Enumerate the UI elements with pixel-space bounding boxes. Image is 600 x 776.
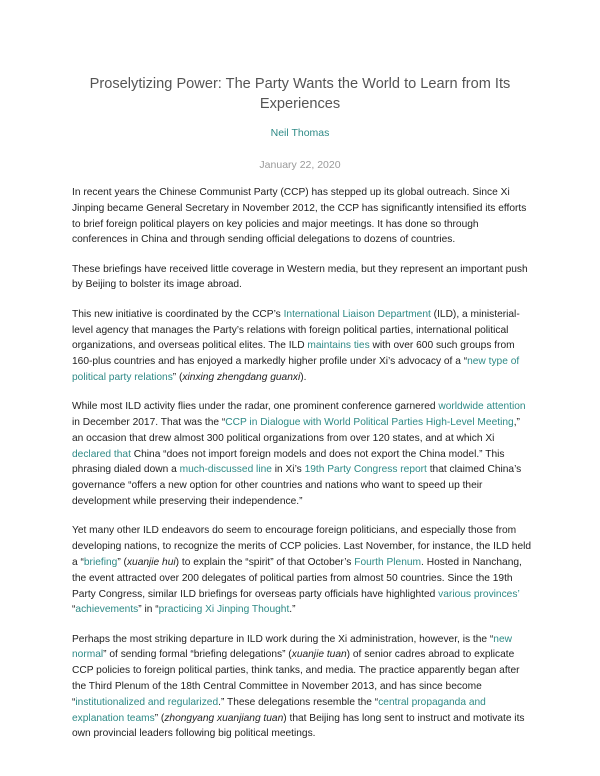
text: ” (: [154, 712, 165, 724]
text: ” of sending formal “briefing delegations” (: [103, 649, 292, 661]
link-ccp-dialogue-meeting[interactable]: CCP in Dialogue with World Political Parties High-Level Meeting: [225, 417, 514, 429]
publication-date: January 22, 2020: [259, 159, 341, 171]
pinyin-term: zhongyang xuanjiang tuan: [164, 712, 284, 724]
paragraph-4: [72, 399, 534, 510]
link-various-provinces[interactable]: various provinces’: [438, 588, 520, 600]
text: ) that Beijing has long sent to instruct and motivate its own provincial leaders following big political meetings.: [72, 712, 525, 740]
paragraph-5: [72, 523, 534, 618]
article-title: Proselytizing Power: The Party Wants the World to Learn from Its Experiences: [89, 76, 511, 112]
link-institutionalized-and-regularized[interactable]: institutionalized and regularized: [75, 696, 219, 708]
link-fourth-plenum[interactable]: Fourth Plenum: [354, 556, 422, 568]
link-practicing-xi-jinping-thought[interactable]: practicing Xi Jinping Thought: [158, 604, 290, 616]
text: ” in “: [138, 604, 159, 616]
pinyin-term: xuanjie hui: [126, 556, 176, 568]
link-central-propaganda-teams[interactable]: central propaganda and explanation teams: [72, 696, 486, 724]
text: Yet many other ILD endeavors do seem to encourage foreign politicians, and especially those from developing nations, to recognize the merits of CCP policies. Last November, for instance, the ILD held a “: [72, 525, 532, 568]
text: ).: [300, 371, 307, 383]
text: in Xi’s: [271, 464, 305, 476]
paragraph-3: [72, 307, 534, 386]
text: ” (: [117, 556, 127, 568]
text: ,” an occasion that drew almost 300 political organizations from over 120 states, and at which Xi: [72, 417, 520, 444]
paragraph-1: In recent years the Chinese Communist Party (CCP) has stepped up its global outreach. Since Xi Jinping became General Secretary in November 2012, the CCP has significantly intensified its efforts to brief foreign political players on key policies and major meetings. It has done so through conferences in China and through sending official delegations to dozens of countries.: [72, 187, 527, 246]
text: ” (: [172, 371, 183, 383]
pinyin-term: xuanjie tuan: [291, 649, 347, 661]
text: Perhaps the most striking departure in ILD work during the Xi administration, however, is the “: [72, 633, 494, 645]
link-new-normal[interactable]: new normal: [72, 633, 512, 661]
link-worldwide-attention[interactable]: worldwide attention: [438, 401, 526, 413]
link-briefing[interactable]: briefing: [83, 556, 118, 568]
text: ) of senior cadres abroad to explicate CCP policies to foreign political parties, think tanks, and media. The practice apparently began after the Third Plenum of the 18th Central Committee in November 2013, and has since become “: [72, 649, 520, 708]
text: This new initiative is coordinated by the CCP’s: [72, 308, 284, 320]
text: ) to explain the “spirit” of that October’s: [175, 556, 355, 568]
article-body: [72, 185, 534, 756]
link-achievements[interactable]: achievements: [75, 604, 139, 616]
text: with over 600 such groups from 160-plus countries and has enjoyed a markedly higher profile under Xi’s advocacy of a “: [72, 340, 515, 368]
link-international-liaison-department[interactable]: International Liaison Department: [283, 308, 431, 320]
pinyin-term: xinxing zhengdang guanxi: [182, 371, 301, 383]
text: “: [72, 604, 76, 616]
link-new-type-party-relations[interactable]: new type of political party relations: [72, 356, 520, 383]
paragraph-2: These briefings have received little coverage in Western media, but they represent an important push by Beijing to bolster its image abroad.: [72, 263, 528, 291]
link-much-discussed-line[interactable]: much-discussed line: [179, 464, 272, 476]
link-maintains-ties[interactable]: maintains ties: [307, 340, 370, 352]
text: in December 2017. That was the “: [72, 417, 226, 429]
text: . Hosted in Nanchang, the event attracted over 200 delegates of political parties from almost 50 countries. Since the 19th Party Congress, similar ILD briefings for overseas party officials have highlighted: [72, 556, 522, 600]
author-name: Neil Thomas: [270, 127, 330, 139]
text: While most ILD activity flies under the radar, one prominent conference garnered: [72, 401, 439, 413]
link-19th-party-congress-report[interactable]: 19th Party Congress report: [304, 464, 427, 476]
text: (ILD), a ministerial-level agency that manages the Party’s relations with foreign political parties, international political organizations, and overseas political elites. The ILD: [72, 308, 520, 352]
text: that claimed China’s governance “offers a new option for other countries and nations who want to speed up their development while preserving their independence.”: [72, 464, 522, 508]
paragraph-6: [72, 632, 534, 743]
link-declared-that[interactable]: declared that: [72, 448, 131, 460]
text: .”: [289, 604, 296, 616]
text: .” These delegations resemble the “: [218, 696, 379, 708]
text: China “does not import foreign models and does not export the China model.” This phrasing dialed down a: [72, 448, 505, 476]
